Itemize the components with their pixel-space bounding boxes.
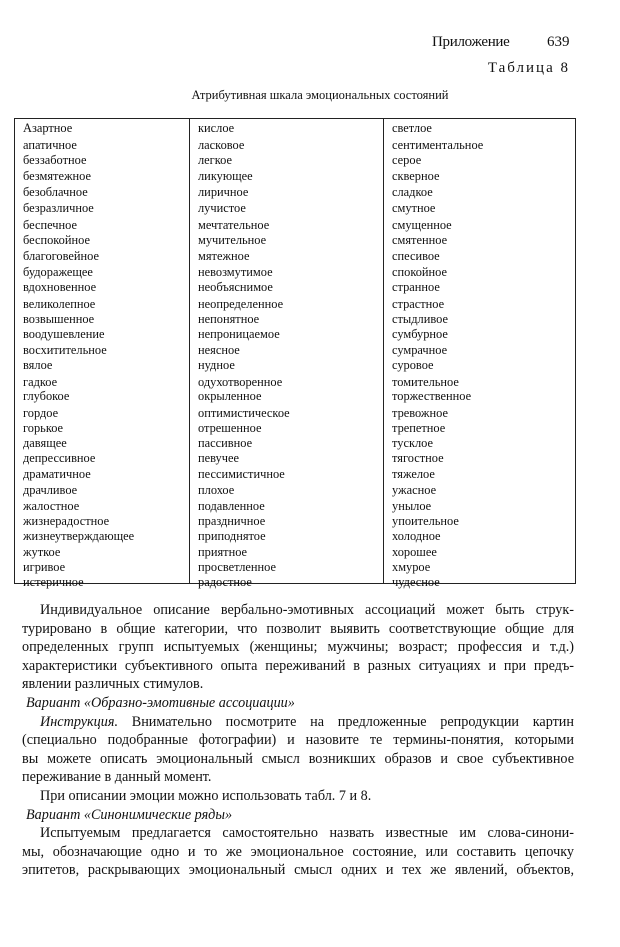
table-cell: непроницаемое (198, 327, 280, 341)
table-caption: Атрибутивная шкала эмоциональных состояний (191, 88, 449, 102)
table-cell: одухотворенное (198, 375, 283, 389)
table-cell: страстное (392, 297, 445, 311)
table-cell: спокойное (392, 265, 448, 279)
table-cell: чудесное (392, 575, 440, 589)
table-cell: хмурое (392, 560, 431, 574)
table-cell: ласковое (198, 138, 245, 152)
table-cell: игривое (23, 560, 66, 574)
text-line: эпитетов, раскрывающих эмоциональный смысл одних и тех же явлений, объектов, (22, 862, 574, 879)
table-cell: беззаботное (23, 153, 87, 167)
table-cell: беспокойное (23, 233, 90, 247)
table-cell: жуткое (23, 545, 61, 559)
table-cell: сладкое (392, 185, 433, 199)
table-column-2 (189, 119, 384, 589)
table-cell: воодушевление (23, 327, 105, 341)
text-line (0, 713, 620, 732)
table-cell: нудное (198, 358, 235, 372)
paragraph-tables-note: При описании эмоции можно использовать табл. 7 и 8. (40, 787, 372, 804)
table-cell: хорошее (392, 545, 437, 559)
table-label: Таблица 8 (487, 60, 570, 76)
table-cell: суровое (392, 358, 434, 372)
table-cell: безоблачное (23, 185, 88, 199)
table-cell: смущенное (392, 218, 452, 232)
table-cell: торжественное (392, 389, 472, 403)
text-line: переживание в данный момент. (22, 769, 212, 786)
table-cell: истеричное (23, 575, 84, 589)
table-cell: томительное (392, 375, 459, 389)
table-cell: унылое (392, 499, 432, 513)
emotion-word-table (14, 118, 576, 589)
table-cell: певучее (198, 451, 239, 465)
table-cell: горькое (23, 421, 64, 435)
table-cell: скверное (392, 169, 440, 183)
text-line: явлении различных стимулов. (22, 676, 204, 693)
text-line: вы можете описать эмоциональный смысл возникших образов и свое субъективное (22, 750, 574, 767)
table-cell: тяжелое (392, 467, 435, 481)
table-cell: стыдливое (392, 312, 448, 326)
section-heading-figurative: Вариант «Образно-эмотивные ассоциации» (26, 694, 295, 711)
table-cell: приятное (198, 545, 248, 559)
section-heading-synonyms: Вариант «Синонимические ряды» (26, 806, 233, 823)
text-line: турировано в общие категории, что позволит выявить соответствующие общие для (22, 620, 574, 637)
instruction-label: Инструкция. (40, 713, 118, 730)
table-cell: оптимистическое (198, 406, 290, 420)
table-cell: глубокое (23, 389, 70, 403)
table-cell: депрессивное (23, 451, 96, 465)
table-cell: восхитительное (23, 343, 107, 357)
table-cell: подавленное (198, 499, 265, 513)
table-cell: серое (392, 153, 422, 167)
table-cell: мучительное (198, 233, 267, 247)
table-cell: вдохновенное (23, 280, 97, 294)
table-cell: беспечное (23, 218, 77, 232)
table-cell: необъяснимое (198, 280, 273, 294)
table-cell: упоительное (392, 514, 459, 528)
table-cell: жизнерадостное (23, 514, 110, 528)
table-cell: апатичное (23, 138, 77, 152)
table-column-1 (15, 119, 189, 589)
running-header (0, 34, 620, 54)
table-cell: окрыленное (198, 389, 262, 403)
header-section-title: Приложение (432, 34, 510, 50)
table-cell: радостное (198, 575, 252, 589)
table-cell: отрешенное (198, 421, 262, 435)
table-cell: жизнеутверждающее (23, 529, 135, 543)
table-cell: будоражещее (23, 265, 93, 279)
table-cell: возвышенное (23, 312, 95, 326)
table-column-3 (383, 119, 576, 589)
table-cell: гордое (23, 406, 59, 420)
table-cell: пассивное (198, 436, 253, 450)
table-cell: сентиментальное (392, 138, 484, 152)
table-cell: смятенное (392, 233, 448, 247)
table-cell: лучистое (198, 201, 246, 215)
paragraph-1 (0, 601, 620, 694)
table-cell: пессимистичное (198, 467, 285, 481)
table-cell: ужасное (392, 483, 437, 497)
instruction-text: Внимательно посмотрите на предложенные репродукции картин (118, 713, 574, 730)
table-cell: мятежное (198, 249, 250, 263)
table-cell: неопределенное (198, 297, 284, 311)
body-text (0, 601, 620, 880)
table-cell: драчливое (23, 483, 78, 497)
table-cell: тягостное (392, 451, 444, 465)
table-cell: кислое (198, 121, 235, 135)
text-line: Индивидуальное описание вербально-эмотивных ассоциаций может быть струк- (40, 602, 574, 618)
table-cell: холодное (392, 529, 441, 543)
table-cell: гадкое (23, 375, 58, 389)
table-cell: смутное (392, 201, 436, 215)
table-cell: великолепное (23, 297, 96, 311)
table-cell: плохое (198, 483, 235, 497)
table-cell: ликующее (198, 169, 253, 183)
table-cell: вялое (23, 358, 53, 372)
table-cell: приподнятое (198, 529, 266, 543)
table-cell: светлое (392, 121, 432, 135)
table-cell: лиричное (198, 185, 249, 199)
page-number: 639 (547, 34, 570, 50)
paragraph-synonyms (0, 824, 620, 880)
table-cell: невозмутимое (198, 265, 273, 279)
table-cell: мечтательное (198, 218, 270, 232)
table-cell: легкое (198, 153, 233, 167)
table-cell: Азартное (23, 121, 73, 135)
table-cell: праздничное (198, 514, 266, 528)
table-cell: жалостное (23, 499, 80, 513)
table-cell: просветленное (198, 560, 277, 574)
table-cell: тусклое (392, 436, 433, 450)
table-cell: спесивое (392, 249, 440, 263)
text-line: характеристики субъективного опыта переживаний в разных ситуациях и при предъ- (22, 657, 574, 674)
table-cell: давящее (23, 436, 67, 450)
table-cell: сумрачное (392, 343, 448, 357)
table-cell: драматичное (23, 467, 91, 481)
text-line: определенных групп испытуемых (женщины; мужчины; возраст; профессия и т.д.) (22, 639, 574, 656)
text-line: (специально подобранные фотографии) и назовите те термины-понятия, которыми (22, 732, 574, 749)
table-cell: сумбурное (392, 327, 448, 341)
text-line: Испытуемым предлагается самостоятельно назвать известные им слова-синони- (40, 825, 574, 842)
table-cell: безразличное (23, 201, 94, 215)
text-line: мы, обозначающие одно и то же эмоциональное состояние, или составить цепочку (22, 843, 574, 860)
table-cell: непонятное (198, 312, 260, 326)
table-cell: неясное (198, 343, 240, 357)
paragraph-instruction (0, 713, 620, 787)
table-cell: безмятежное (23, 169, 92, 183)
table-cell: тревожное (392, 406, 448, 420)
table-cell: странное (392, 280, 440, 294)
table-cell: трепетное (392, 421, 446, 435)
table-cell: благоговейное (23, 249, 100, 263)
